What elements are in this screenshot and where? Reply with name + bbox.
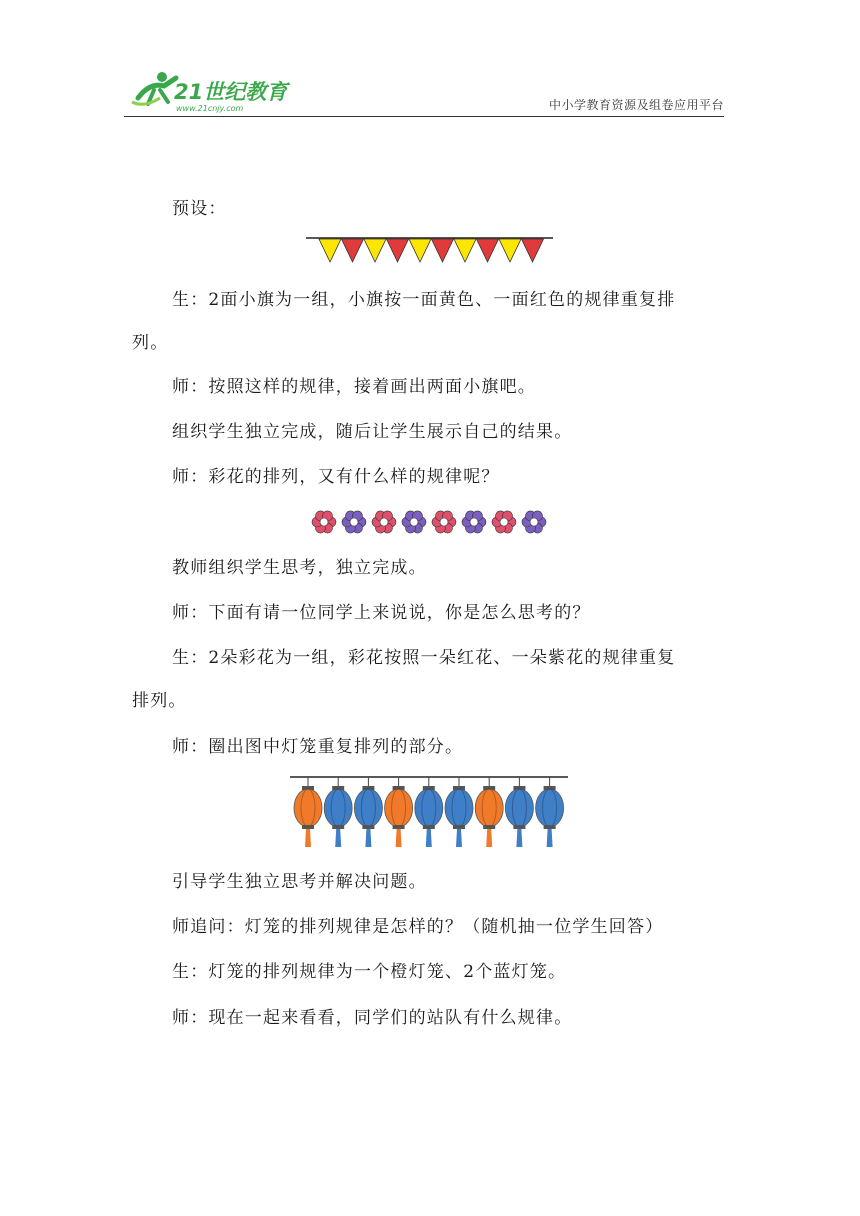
paragraph: 生：2朵彩花为一组，彩花按照一朵红花、一朵紫花的规律重复 (172, 648, 676, 668)
paragraph: 师：彩花的排列，又有什么样的规律呢？ (172, 467, 500, 487)
paragraph: 师：现在一起来看看，同学们的站队有什么规律。 (172, 1008, 573, 1028)
flag-yellow (364, 239, 386, 262)
logo (124, 68, 294, 114)
paragraph: 列。 (132, 333, 169, 353)
flower-purple (402, 511, 426, 533)
lantern-orange (385, 777, 413, 847)
paragraph: 教师组织学生思考，独立完成。 (172, 558, 427, 578)
flag-yellow (499, 239, 521, 262)
flower-red (312, 511, 336, 533)
paragraph: 组织学生独立完成，随后让学生展示自己的结果。 (172, 422, 573, 442)
lantern-blue (536, 777, 564, 847)
paragraph: 师：按照这样的规律，接着画出两面小旗吧。 (172, 377, 536, 397)
paragraph: 预设： (172, 199, 227, 219)
lantern-blue (354, 777, 382, 847)
flag-red (387, 239, 409, 262)
logo-text: 21世纪教育 (174, 80, 288, 104)
runner-logo-icon (132, 72, 176, 104)
lantern-blue (505, 777, 533, 847)
flower-red (432, 511, 456, 533)
paragraph: 师：下面有请一位同学上来说说，你是怎么思考的？ (172, 603, 591, 623)
lantern-blue (445, 777, 473, 847)
flag-yellow (454, 239, 476, 262)
lantern-orange (294, 777, 322, 847)
page-header (124, 66, 724, 117)
flag-yellow (319, 239, 341, 262)
flower-purple (522, 511, 546, 533)
flowers-figure (308, 507, 552, 537)
paragraph: 排列。 (132, 691, 187, 711)
paragraph: 引导学生独立思考并解决问题。 (172, 872, 427, 892)
flag-yellow (409, 239, 431, 262)
flags-figure (305, 236, 555, 266)
platform-title: 中小学教育资源及组卷应用平台 (548, 98, 724, 112)
lanterns-figure (290, 772, 570, 852)
flag-red (342, 239, 364, 262)
paragraph: 师：圈出图中灯笼重复排列的部分。 (172, 737, 464, 757)
lantern-blue (415, 777, 443, 847)
flag-red (522, 239, 544, 262)
flower-red (492, 511, 516, 533)
paragraph: 生：2面小旗为一组，小旗按一面黄色、一面红色的规律重复排 (172, 290, 676, 310)
paragraph: 师追问：灯笼的排列规律是怎样的？（随机抽一位学生回答） (172, 917, 664, 937)
flower-purple (342, 511, 366, 533)
paragraph: 生：灯笼的排列规律为一个橙灯笼、2个蓝灯笼。 (172, 962, 567, 982)
lantern-orange (475, 777, 503, 847)
flower-red (372, 511, 396, 533)
logo-url: www.21cnjy.com (176, 104, 244, 113)
flag-red (477, 239, 499, 262)
lantern-blue (324, 777, 352, 847)
flag-red (432, 239, 454, 262)
flower-purple (462, 511, 486, 533)
